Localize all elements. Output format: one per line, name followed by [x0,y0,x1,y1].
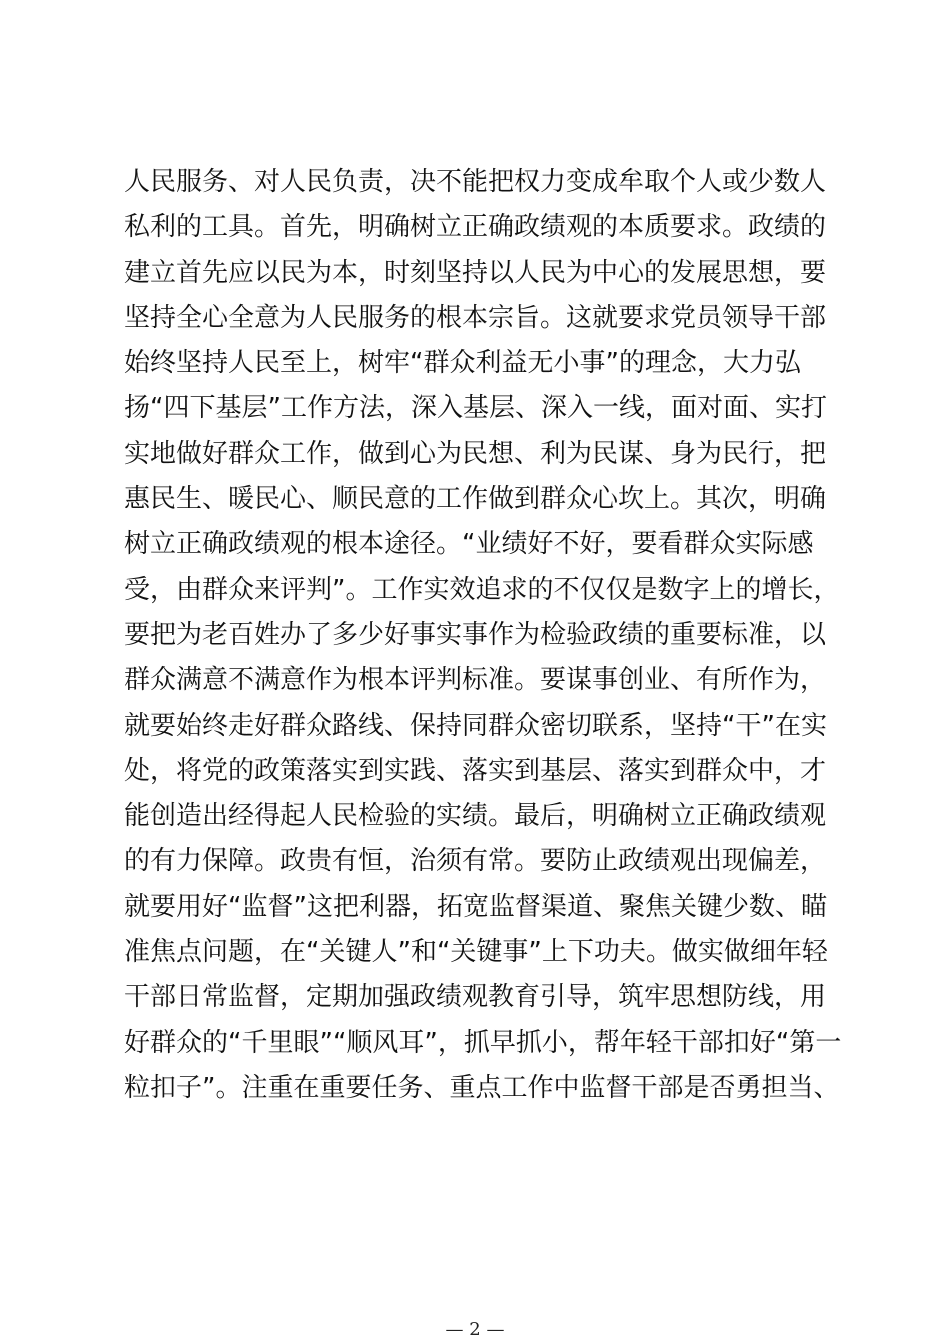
text-line: 粒扣子”。注重在重要任务、重点工作中监督干部是否勇担当、 [124,1072,840,1103]
text-line: 干部日常监督，定期加强政绩观教育引导，筑牢思想防线，用 [124,982,827,1013]
text-line: 惠民生、暖民心、顺民意的工作做到群众心坎上。其次，明确 [124,484,827,515]
text-line: 要把为老百姓办了多少好事实事作为检验政绩的重要标准，以 [124,619,827,650]
text-line: 人民服务、对人民负责，决不能把权力变成牟取个人或少数人 [124,167,827,197]
text-line: 私利的工具。首先，明确树立正确政绩观的本质要求。政绩的 [124,212,827,243]
text-line: 准焦点问题，在“关键人”和“关键事”上下功夫。做实做细年轻 [124,937,828,968]
text-line: 能创造出经得起人民检验的实绩。最后，明确树立正确政绩观 [124,801,827,832]
body-paragraph [124,160,844,1111]
text-line: 的有力保障。政贵有恒，治须有常。要防止政绩观出现偏差， [124,846,827,877]
text-line: 群众满意不满意作为根本评判标准。要谋事创业、有所作为， [124,665,827,696]
page-number: — 2 — [445,1319,505,1340]
text-line: 始终坚持人民至上，树牢“群众利益无小事”的理念，大力弘 [124,348,801,379]
text-line: 建立首先应以民为本，时刻坚持以人民为中心的发展思想，要 [124,257,827,288]
text-line: 扬“四下基层”工作方法，深入基层、深入一线，面对面、实打 [124,393,827,424]
text-line: 树立正确政绩观的根本途径。“业绩好不好，要看群众实际感 [124,529,814,560]
text-line: 实地做好群众工作，做到心为民想、利为民谋、身为民行，把 [124,438,827,469]
text-line: 就要始终走好群众路线、保持同群众密切联系，坚持“干”在实 [124,710,827,741]
text-line: 坚持全心全意为人民服务的根本宗旨。这就要求党员领导干部 [124,302,827,333]
text-line: 就要用好“监督”这把利器，拓宽监督渠道、聚焦关键少数、瞄 [124,891,827,922]
text-line: 受，由群众来评判”。工作实效追求的不仅仅是数字上的增长， [124,574,840,605]
text-line: 处，将党的政策落实到实践、落实到基层、落实到群众中，才 [124,755,827,786]
text-line: 好群众的“千里眼”“顺风耳”，抓早抓小，帮年轻干部扣好“第一 [124,1027,842,1058]
